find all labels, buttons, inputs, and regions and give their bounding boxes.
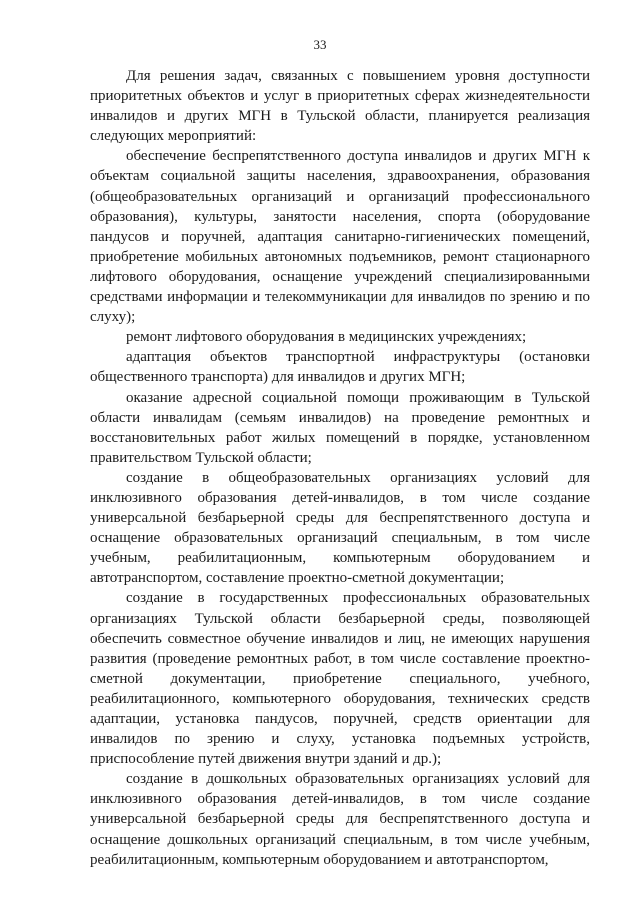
paragraph-social-assistance: оказание адресной социальной помощи проживающим в Тульской области инвалидам (семьям инвалидов) на проведение ремонтных и восстановительных работ жилых помещений в порядке, установленном правительством Тульской области; xyxy=(90,389,590,466)
page-number: 33 xyxy=(313,37,327,52)
paragraph-general-education: создание в общеобразовательных организациях условий для инклюзивного образования детей-инвалидов, в том числе создание универсальной безбарьерной среды для беспрепятственного доступа и оснащение образовательных организаций специальным, в том числе учебным, реабилитационным, компьютерным оборудованием и автотранспортом, составление проектно-сметной документации; xyxy=(90,469,590,587)
paragraph-transport-adaptation: адаптация объектов транспортной инфраструктуры (остановки общественного транспорта) для инвалидов и других МГН; xyxy=(90,349,590,386)
paragraph-professional-education: создание в государственных профессиональных образовательных организациях Тульской области безбарьерной среды, позволяющей обеспечить совместное обучение инвалидов и лиц, не имеющих нарушения развития (проведение ремонтных работ, в том числе составление проектно-сметной документации, приобретение специального, учебного, реабилитационного, компьютерного оборудования, технических средств адаптации, установка пандусов, поручней, средств ориентации для инвалидов по зрению и слуху, установка подъемных устройств, приспособление путей движения внутри зданий и др.); xyxy=(90,590,590,768)
paragraph-elevator-repair: ремонт лифтового оборудования в медицинских учреждениях; xyxy=(126,329,527,346)
paragraph-preschool-education: создание в дошкольных образовательных организациях условий для инклюзивного образования детей-инвалидов, в том числе создание универсальной безбарьерной среды для беспрепятственного доступа и оснащение дошкольных организаций специальным, в том числе учебным, реабилитационным, компьютерным оборудованием и автотранспортом, xyxy=(90,771,590,868)
document-body xyxy=(90,66,590,870)
paragraph-intro: Для решения задач, связанных с повышением уровня доступности приоритетных объектов и услуг в приоритетных сферах жизнедеятельности инвалидов и других МГН в Тульской области, планируется реализация следующих мероприятий: xyxy=(90,68,590,145)
paragraph-social-objects-access: обеспечение беспрепятственного доступа инвалидов и других МГН к объектам социальной защиты населения, здравоохранения, образования (общеобразовательных организаций и организаций профессионального образования), культуры, занятости населения, спорта (оборудование пандусов и поручней, адаптация санитарно-гигиенических помещений, приобретение мобильных автономных подъемников, ремонт стационарного лифтового оборудования, оснащение учреждений специализированными средствами информации и телекоммуникации для инвалидов по зрению и по слуху); xyxy=(90,148,590,326)
